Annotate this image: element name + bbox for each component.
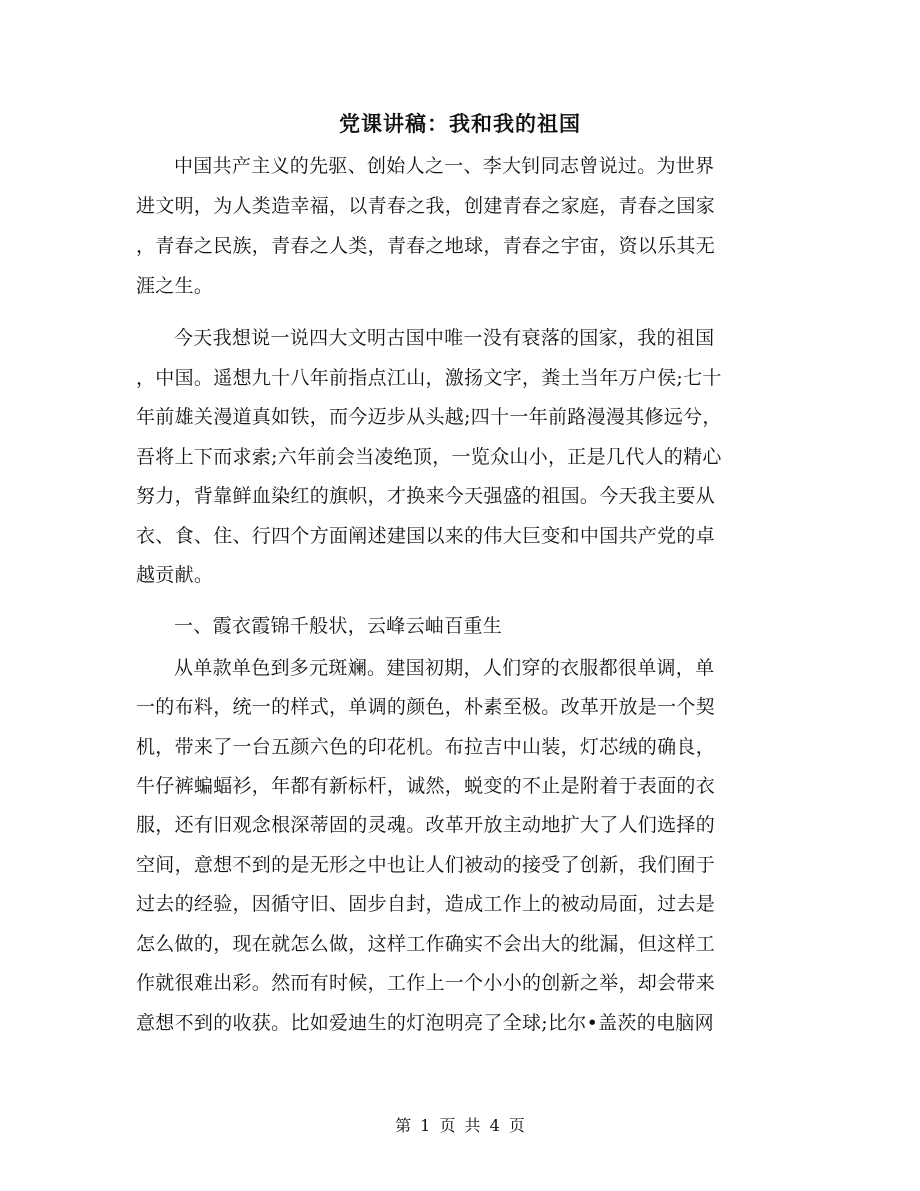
text-line: 牛仔裤蝙蝠衫，年都有新标杆，诚然，蜕变的不止是附着于表面的衣 bbox=[136, 775, 716, 797]
text-line: 空间，意想不到的是无形之中也让人们被动的接受了创新，我们囿于 bbox=[136, 854, 716, 876]
text-line: 从单款单色到多元斑斓。建国初期，人们穿的衣服都很单调，单 bbox=[174, 657, 715, 679]
text-line: ，中国。遥想九十八年前指点江山，激扬文字，粪土当年万户侯;七十 bbox=[136, 367, 722, 389]
page-number: 第 1 页 共 4 页 bbox=[395, 1116, 525, 1135]
text-line: 机，带来了一台五颜六色的印花机。布拉吉中山装，灯芯绒的确良， bbox=[136, 736, 716, 758]
text-line: 年前雄关漫道真如铁，而今迈步从头越;四十一年前路漫漫其修远兮， bbox=[136, 406, 722, 428]
text-line: 过去的经验，因循守旧、固步自封，造成工作上的被动局面，过去是 bbox=[136, 893, 716, 915]
text-line: 一的布料，统一的样式，单调的颜色，朴素至极。改革开放是一个契 bbox=[136, 696, 716, 718]
text-line: 努力，背靠鲜血染红的旗帜，才换来今天强盛的祖国。今天我主要从 bbox=[136, 485, 716, 507]
text-line: 意想不到的收获。比如爱迪生的灯泡明亮了全球;比尔•盖茨的电脑网 bbox=[136, 1012, 714, 1034]
text-line: 进文明，为人类造幸福，以青春之我，创建青春之家庭，青春之国家 bbox=[136, 195, 716, 217]
text-line: 作就很难出彩。然而有时候，工作上一个小小的创新之举，却会带来 bbox=[136, 972, 716, 994]
text-line: 今天我想说一说四大文明古国中唯一没有衰落的国家，我的祖国 bbox=[174, 327, 715, 349]
text-line: 涯之生。 bbox=[136, 275, 214, 297]
text-line: 衣、食、住、行四个方面阐述建国以来的伟大巨变和中国共产党的卓 bbox=[136, 525, 716, 547]
text-line: 怎么做的，现在就怎么做，这样工作确实不会出大的纰漏，但这样工 bbox=[136, 933, 716, 955]
text-line: 服，还有旧观念根深蒂固的灵魂。改革开放主动地扩大了人们选择的 bbox=[136, 814, 716, 836]
document-title: 党课讲稿：我和我的祖国 bbox=[339, 111, 581, 136]
section-heading: 一、霞衣霞锦千般状，云峰云岫百重生 bbox=[174, 615, 503, 637]
text-line: ，青春之民族，青春之人类，青春之地球，青春之宇宙，资以乐其无 bbox=[136, 235, 716, 257]
text-line: 中国共产主义的先驱、创始人之一、李大钊同志曾说过。为世界 bbox=[174, 155, 715, 177]
text-line: 越贡献。 bbox=[136, 564, 214, 586]
text-line: 吾将上下而求索;六年前会当凌绝顶，一览众山小，正是几代人的精心 bbox=[136, 446, 722, 468]
